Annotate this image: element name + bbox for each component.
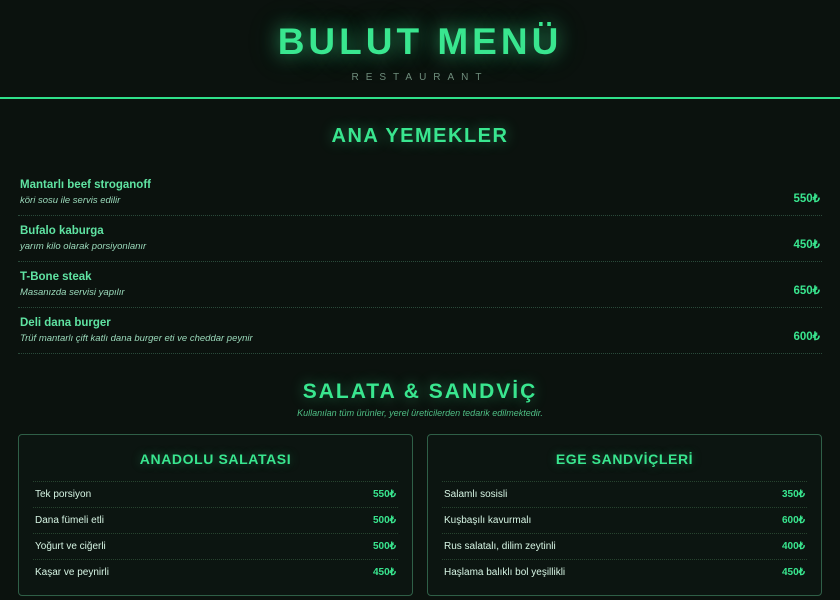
section-salad-sandwich [0,354,840,596]
card-anadolu-salatasi [18,434,413,596]
table-row [33,481,398,507]
brand-subtitle: RESTAURANT [351,71,489,83]
item-price: 400₺ [781,540,805,552]
dish-name: T-Bone steak [20,270,92,283]
list-item [18,308,822,354]
item-price: 350₺ [781,488,805,500]
menu-header [0,0,840,99]
item-price: 450₺ [372,566,396,578]
dish-price: 600₺ [793,330,820,343]
table-row [442,559,807,585]
item-label: Kaşar ve peynirli [35,566,109,578]
dish-info [20,179,793,206]
section-main-dishes [0,99,840,354]
table-row [33,533,398,559]
main-dishes-list [10,170,830,354]
dish-info [20,225,793,252]
item-label: Kuşbaşılı kavurmalı [444,514,532,526]
item-label: Yoğurt ve ciğerli [35,540,106,552]
card-ege-sandvicleri [427,434,822,596]
item-label: Rus salatalı, dilim zeytinli [444,540,556,552]
item-price: 600₺ [781,514,805,526]
item-label: Haşlama balıklı bol yeşillikli [444,566,566,578]
table-row [442,533,807,559]
dish-description: Trüf mantarlı çift katlı dana burger eti ve cheddar peynir [20,332,253,344]
section-title-main-dishes: ANA YEMEKLER [331,124,509,147]
dish-price: 650₺ [793,284,820,297]
table-row [442,507,807,533]
item-label: Tek porsiyon [35,488,92,500]
list-item [18,170,822,216]
dish-description: Masanızda servisi yapılır [20,286,125,298]
category-cards [10,434,830,596]
item-label: Dana fümeli etli [35,514,104,526]
dish-description: köri sosu ile servis edilir [20,194,121,206]
dish-info [20,271,793,298]
dish-name: Deli dana burger [20,316,111,329]
list-item [18,216,822,262]
dish-name: Mantarlı beef stroganoff [20,178,151,191]
item-price: 500₺ [372,540,396,552]
item-price: 500₺ [372,514,396,526]
dish-name: Bufalo kaburga [20,224,104,237]
dish-price: 550₺ [793,192,820,205]
table-row [33,559,398,585]
item-price: 450₺ [781,566,805,578]
section-note: Kullanılan tüm ürünler, yerel üreticilerden tedarik edilmektedir. [297,407,543,418]
item-price: 550₺ [372,488,396,500]
dish-price: 450₺ [793,238,820,251]
dish-description: yarım kilo olarak porsiyonlanır [20,240,147,252]
card-title: ANADOLU SALATASI [139,450,292,467]
section-title-salad-sandwich: SALATA & SANDVİÇ [302,379,538,403]
item-label: Salamlı sosisli [444,488,508,500]
card-title: EGE SANDVİÇLERİ [555,450,694,467]
table-row [33,507,398,533]
dish-info [20,317,793,344]
table-row [442,481,807,507]
list-item [18,262,822,308]
page-title: BULUT MENÜ [277,21,563,62]
